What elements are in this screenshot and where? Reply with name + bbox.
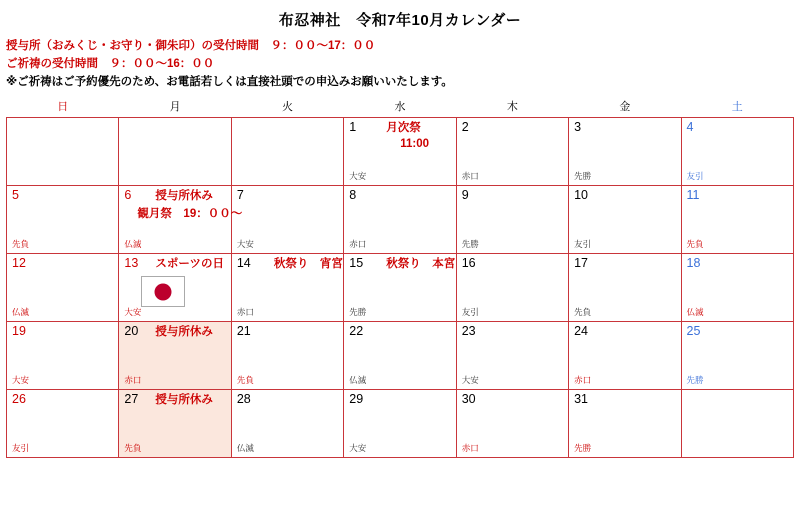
day-cell-6[interactable] — [119, 186, 243, 254]
day-number: 20 — [124, 324, 139, 339]
calendar-week-row — [7, 254, 794, 322]
calendar-week-row — [7, 186, 794, 254]
rokuyo-label: 先負 — [236, 375, 254, 386]
day-number: 7 — [236, 188, 244, 203]
day-number: 21 — [236, 324, 251, 339]
day-number: 14 — [236, 256, 251, 271]
rokuyo-label: 友引 — [461, 307, 479, 318]
day-cell-2[interactable] — [456, 118, 568, 186]
day-cell-19[interactable] — [7, 322, 119, 390]
rokuyo-label: 大安 — [236, 239, 254, 250]
day-number: 15 — [349, 256, 364, 271]
weekday-wed: 水 — [394, 101, 406, 114]
notes-block — [0, 34, 800, 93]
day-cell-12[interactable] — [7, 254, 119, 322]
day-cell-24[interactable] — [569, 322, 681, 390]
weekday-sun: 日 — [57, 101, 69, 114]
day-cell-empty — [231, 118, 343, 186]
rokuyo-label: 先勝 — [574, 443, 592, 454]
rokuyo-label: 友引 — [12, 443, 30, 454]
calendar-table — [6, 96, 794, 458]
day-number: 24 — [574, 324, 589, 339]
day-number: 18 — [686, 256, 701, 271]
rokuyo-label: 仏滅 — [124, 239, 142, 250]
day-number: 11 — [686, 188, 700, 203]
rokuyo-label: 仏滅 — [12, 307, 30, 318]
day-number: 9 — [461, 188, 469, 203]
day-number: 5 — [12, 188, 19, 203]
day-number: 4 — [686, 120, 694, 135]
day-cell-22[interactable] — [344, 322, 456, 390]
rokuyo-label: 仏滅 — [349, 375, 367, 386]
day-number: 13 — [124, 256, 139, 271]
day-event: 授与所休み — [155, 326, 213, 339]
day-cell-16[interactable] — [456, 254, 568, 322]
day-event: 月次祭 — [386, 122, 421, 135]
day-cell-8[interactable] — [344, 186, 456, 254]
weekday-sat: 土 — [731, 101, 743, 114]
rokuyo-label: 先勝 — [349, 307, 367, 318]
weekday-mon: 月 — [169, 101, 181, 114]
day-number: 28 — [236, 392, 251, 407]
rokuyo-label: 赤口 — [461, 171, 479, 182]
day-cell-empty — [119, 118, 231, 186]
day-cell-9[interactable] — [456, 186, 568, 254]
day-number: 19 — [12, 324, 26, 339]
day-number: 3 — [574, 120, 582, 135]
rokuyo-label: 先負 — [12, 239, 30, 250]
day-event: 授与所休み — [155, 394, 213, 407]
day-cell-5[interactable] — [7, 186, 119, 254]
rokuyo-label: 大安 — [349, 443, 367, 454]
day-cell-11[interactable] — [681, 186, 793, 254]
day-event: 秋祭り 本宮 — [386, 258, 456, 271]
day-cell-21[interactable] — [231, 322, 343, 390]
day-cell-3[interactable] — [569, 118, 681, 186]
note-reception-hours: 授与所（おみくじ・お守り・御朱印）の受付時間 ９：００〜17：００ — [6, 40, 376, 52]
rokuyo-label: 赤口 — [574, 375, 592, 386]
day-number: 1 — [349, 120, 357, 135]
day-cell-10[interactable] — [569, 186, 681, 254]
day-number: 8 — [349, 188, 357, 203]
page-title: 布忍神社 令和7年10月カレンダー — [278, 12, 522, 29]
day-cell-1[interactable] — [344, 118, 456, 186]
day-number: 22 — [349, 324, 364, 339]
day-cell-7[interactable] — [231, 186, 343, 254]
rokuyo-label: 大安 — [461, 375, 479, 386]
day-cell-4[interactable] — [681, 118, 793, 186]
rokuyo-label: 赤口 — [461, 443, 479, 454]
weekday-header-row — [7, 96, 794, 118]
day-event: 授与所休み — [155, 190, 213, 203]
rokuyo-label: 赤口 — [349, 239, 367, 250]
calendar-week-row — [7, 118, 794, 186]
day-cell-28[interactable] — [231, 390, 343, 458]
day-number: 23 — [461, 324, 476, 339]
day-cell-23[interactable] — [456, 322, 568, 390]
rokuyo-label: 先負 — [574, 307, 592, 318]
day-cell-17[interactable] — [569, 254, 681, 322]
day-number: 6 — [124, 188, 132, 203]
day-number: 16 — [461, 256, 476, 271]
day-number: 29 — [349, 392, 364, 407]
rokuyo-label: 仏滅 — [236, 443, 254, 454]
day-cell-26[interactable] — [7, 390, 119, 458]
weekday-tue: 火 — [282, 101, 294, 114]
rokuyo-label: 先負 — [124, 443, 142, 454]
calendar-week-row — [7, 390, 794, 458]
japan-flag-icon — [141, 276, 185, 307]
note-reservation: ※ご祈祷はご予約優先のため、お電話若しくは直接社頭での申込みお願いいたします。 — [6, 75, 453, 88]
day-number: 2 — [461, 120, 469, 135]
day-number: 10 — [574, 188, 589, 203]
day-event: 秋祭り 宵宮 — [273, 258, 343, 271]
rokuyo-label: 先勝 — [686, 375, 704, 386]
rokuyo-label: 大安 — [124, 307, 142, 318]
day-number: 25 — [686, 324, 701, 339]
day-number: 17 — [574, 256, 589, 271]
rokuyo-label: 赤口 — [236, 307, 254, 318]
rokuyo-label: 先勝 — [574, 171, 592, 182]
day-cell-29[interactable] — [344, 390, 456, 458]
day-cell-15[interactable] — [344, 254, 456, 322]
day-number: 30 — [461, 392, 476, 407]
day-number: 31 — [574, 392, 589, 407]
calendar-week-row — [7, 322, 794, 390]
day-event: スポーツの日 — [155, 258, 224, 271]
day-cell-30[interactable] — [456, 390, 568, 458]
note-prayer-hours: ご祈祷の受付時間 ９：００〜16：００ — [6, 57, 215, 70]
day-number: 27 — [124, 392, 139, 407]
day-cell-18[interactable] — [681, 254, 793, 322]
rokuyo-label: 大安 — [12, 375, 30, 386]
rokuyo-label: 仏滅 — [686, 307, 704, 318]
day-event-time: 11:00 — [400, 138, 430, 151]
rokuyo-label: 友引 — [686, 171, 704, 182]
day-cell-13[interactable] — [119, 254, 231, 322]
rokuyo-label: 先負 — [686, 239, 704, 250]
day-event-secondary: 観月祭 19：００〜 — [137, 208, 243, 221]
day-cell-27[interactable] — [119, 390, 231, 458]
day-number: 12 — [12, 256, 26, 271]
weekday-thu: 木 — [506, 101, 518, 114]
rokuyo-label: 赤口 — [124, 375, 142, 386]
rokuyo-label: 先勝 — [461, 239, 479, 250]
day-cell-20[interactable] — [119, 322, 231, 390]
day-cell-empty — [7, 118, 119, 186]
day-cell-31[interactable] — [569, 390, 681, 458]
rokuyo-label: 友引 — [574, 239, 592, 250]
weekday-fri: 金 — [619, 101, 631, 114]
day-number: 26 — [12, 392, 26, 407]
day-cell-25[interactable] — [681, 322, 793, 390]
day-cell-14[interactable] — [231, 254, 343, 322]
rokuyo-label: 大安 — [349, 171, 367, 182]
day-cell-empty — [681, 390, 793, 458]
